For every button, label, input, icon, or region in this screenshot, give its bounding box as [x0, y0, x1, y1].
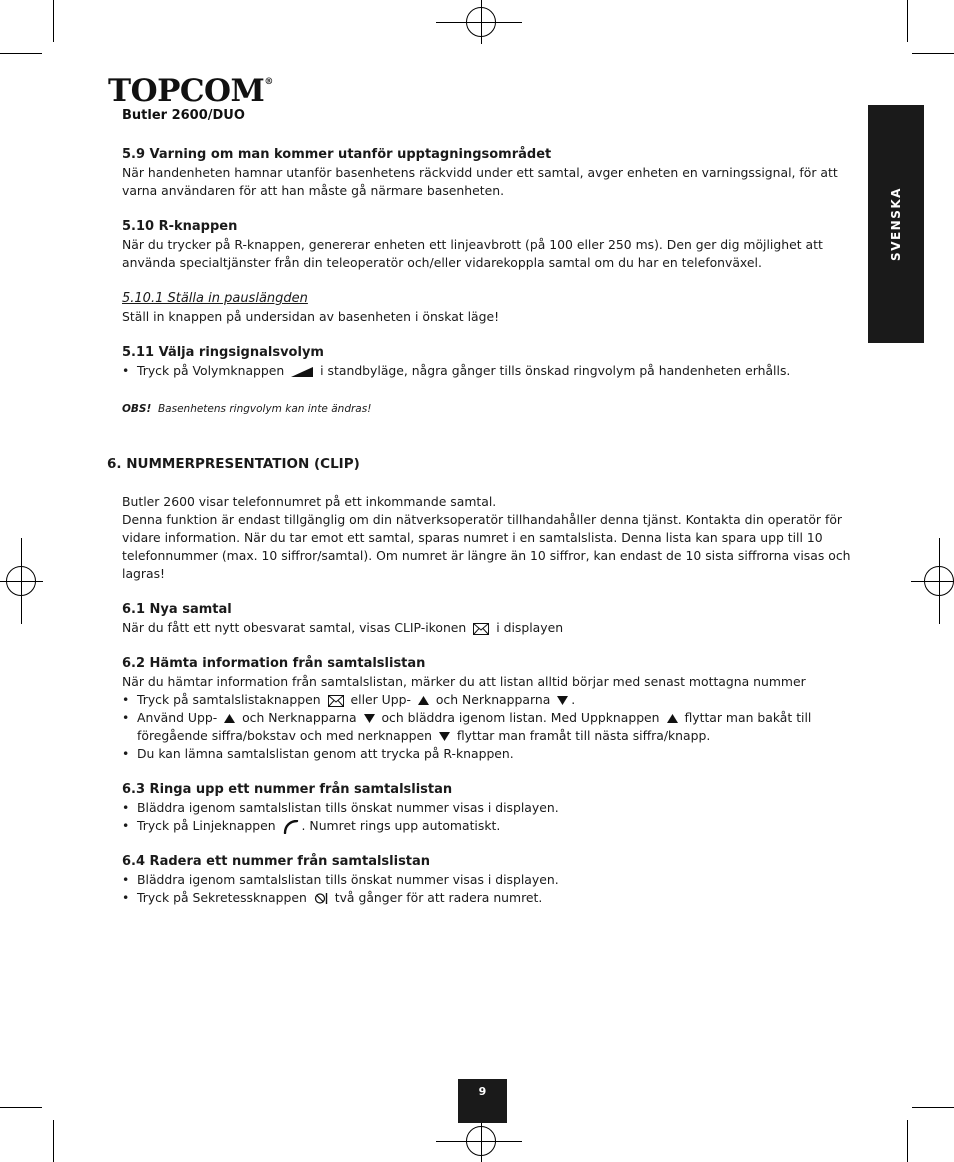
heading-5-10: 5.10 R-knappen	[122, 219, 238, 234]
text-6-1: När du fått ett nytt obesvarat samtal, visas CLIP-ikonen i displayen	[122, 620, 564, 635]
page-content-section-6	[122, 493, 862, 907]
list-item: • Tryck på Sekretessknappen två gånger för att radera numret.	[122, 889, 862, 907]
list-item: • Tryck på samtalslistaknappen eller Upp- och Nerknapparna .	[122, 691, 862, 709]
registration-line	[21, 538, 22, 624]
text-5-10-1: Ställ in knappen på undersidan av basenheten i önskat läge!	[122, 309, 500, 324]
down-arrow-icon	[364, 714, 375, 723]
text-5-9: När handenheten hamnar utanför basenhetens räckvidd under ett samtal, avger enheten en varningssignal, för att varna användaren för att han måste gå närmare basenheten.	[122, 165, 838, 198]
list-item: • Du kan lämna samtalslistan genom att trycka på R-knappen.	[122, 745, 862, 763]
registration-line	[436, 1141, 522, 1142]
list-6-2	[122, 691, 862, 763]
text-6-intro: Butler 2600 visar telefonnumret på ett inkommande samtal.	[122, 494, 497, 509]
up-arrow-icon	[224, 714, 235, 723]
down-arrow-icon	[557, 696, 568, 705]
text-5-10: När du trycker på R-knappen, genererar enheten ett linjeavbrott (på 100 eller 250 ms). Den ger dig möjlighet att använda specialtjänster från din teleoperatör och/eller vidarekoppla samtal om du har en telefonväxel.	[122, 237, 823, 270]
volume-icon	[291, 367, 313, 377]
registration-line	[481, 1118, 482, 1162]
page-content	[122, 146, 862, 418]
list-6-3	[122, 799, 862, 835]
list-5-11	[122, 362, 862, 380]
list-item: • Använd Upp- och Nerknapparna och bläddra igenom listan. Med Uppknappen flyttar man bakåt till föregående siffra/bokstav och med nerknappen flyttar man framåt till nästa siffra/knapp.	[122, 709, 862, 745]
heading-6-2: 6.2 Hämta information från samtalslistan	[122, 656, 426, 671]
registration-line	[436, 22, 522, 23]
crop-mark	[912, 1107, 954, 1108]
crop-mark	[907, 1120, 908, 1162]
crop-mark	[0, 53, 42, 54]
list-6-4	[122, 871, 862, 907]
registration-line	[911, 581, 954, 582]
envelope-icon	[328, 695, 344, 707]
text-6-body: Denna funktion är endast tillgänglig om din nätverksoperatör tillhandahåller denna tjänst. Kontakta din operatör för vidare information. När du tar emot ett samtal, sparas numret i en samtalslista. Denna lista kan spara upp till 10 telefonnummer (max. 10 siffror/samtal). Om numret är längre än 10 siffror, kan endast de 10 sista siffrorna visas och lagras!	[122, 512, 851, 581]
section-heading-6: 6. NUMMERPRESENTATION (CLIP)	[107, 456, 360, 472]
list-item: • Tryck på Linjeknappen . Numret rings upp automatiskt.	[122, 817, 862, 835]
envelope-icon	[473, 623, 489, 635]
crop-mark	[53, 0, 54, 42]
heading-5-9: 5.9 Varning om man kommer utanför upptagningsområdet	[122, 147, 552, 162]
heading-6-1: 6.1 Nya samtal	[122, 602, 232, 617]
crop-mark	[907, 0, 908, 42]
mute-icon	[314, 892, 328, 905]
heading-5-11: 5.11 Välja ringsignalsvolym	[122, 345, 324, 360]
model-name: Butler 2600/DUO	[122, 108, 245, 123]
registration-line	[939, 538, 940, 624]
list-item: • Bläddra igenom samtalslistan tills önskat nummer visas i displayen.	[122, 871, 862, 889]
heading-6-4: 6.4 Radera ett nummer från samtalslistan	[122, 854, 431, 869]
crop-mark	[0, 1107, 42, 1108]
language-tab-label: SVENSKA	[889, 187, 903, 261]
crop-mark	[53, 1120, 54, 1162]
up-arrow-icon	[418, 696, 429, 705]
language-tab	[868, 105, 924, 343]
heading-5-10-1: 5.10.1 Ställa in pauslängden	[122, 291, 308, 306]
list-item: • Bläddra igenom samtalslistan tills önskat nummer visas i displayen.	[122, 799, 862, 817]
phone-line-icon	[283, 820, 299, 834]
heading-6-3: 6.3 Ringa upp ett nummer från samtalslistan	[122, 782, 453, 797]
page-number: 9	[458, 1079, 507, 1123]
brand-logo: TOPCOM®	[108, 73, 273, 109]
list-item: • Tryck på Volymknappen i standbyläge, några gånger tills önskad ringvolym på handenheten erhålls.	[122, 362, 862, 380]
registration-line	[481, 0, 482, 44]
crop-mark	[912, 53, 954, 54]
text-6-2-intro: När du hämtar information från samtalslistan, märker du att listan alltid börjar med senast mottagna nummer	[122, 674, 806, 689]
up-arrow-icon	[667, 714, 678, 723]
down-arrow-icon	[439, 732, 450, 741]
obs-note: OBS! Basenhetens ringvolym kan inte ändras!	[122, 403, 372, 415]
